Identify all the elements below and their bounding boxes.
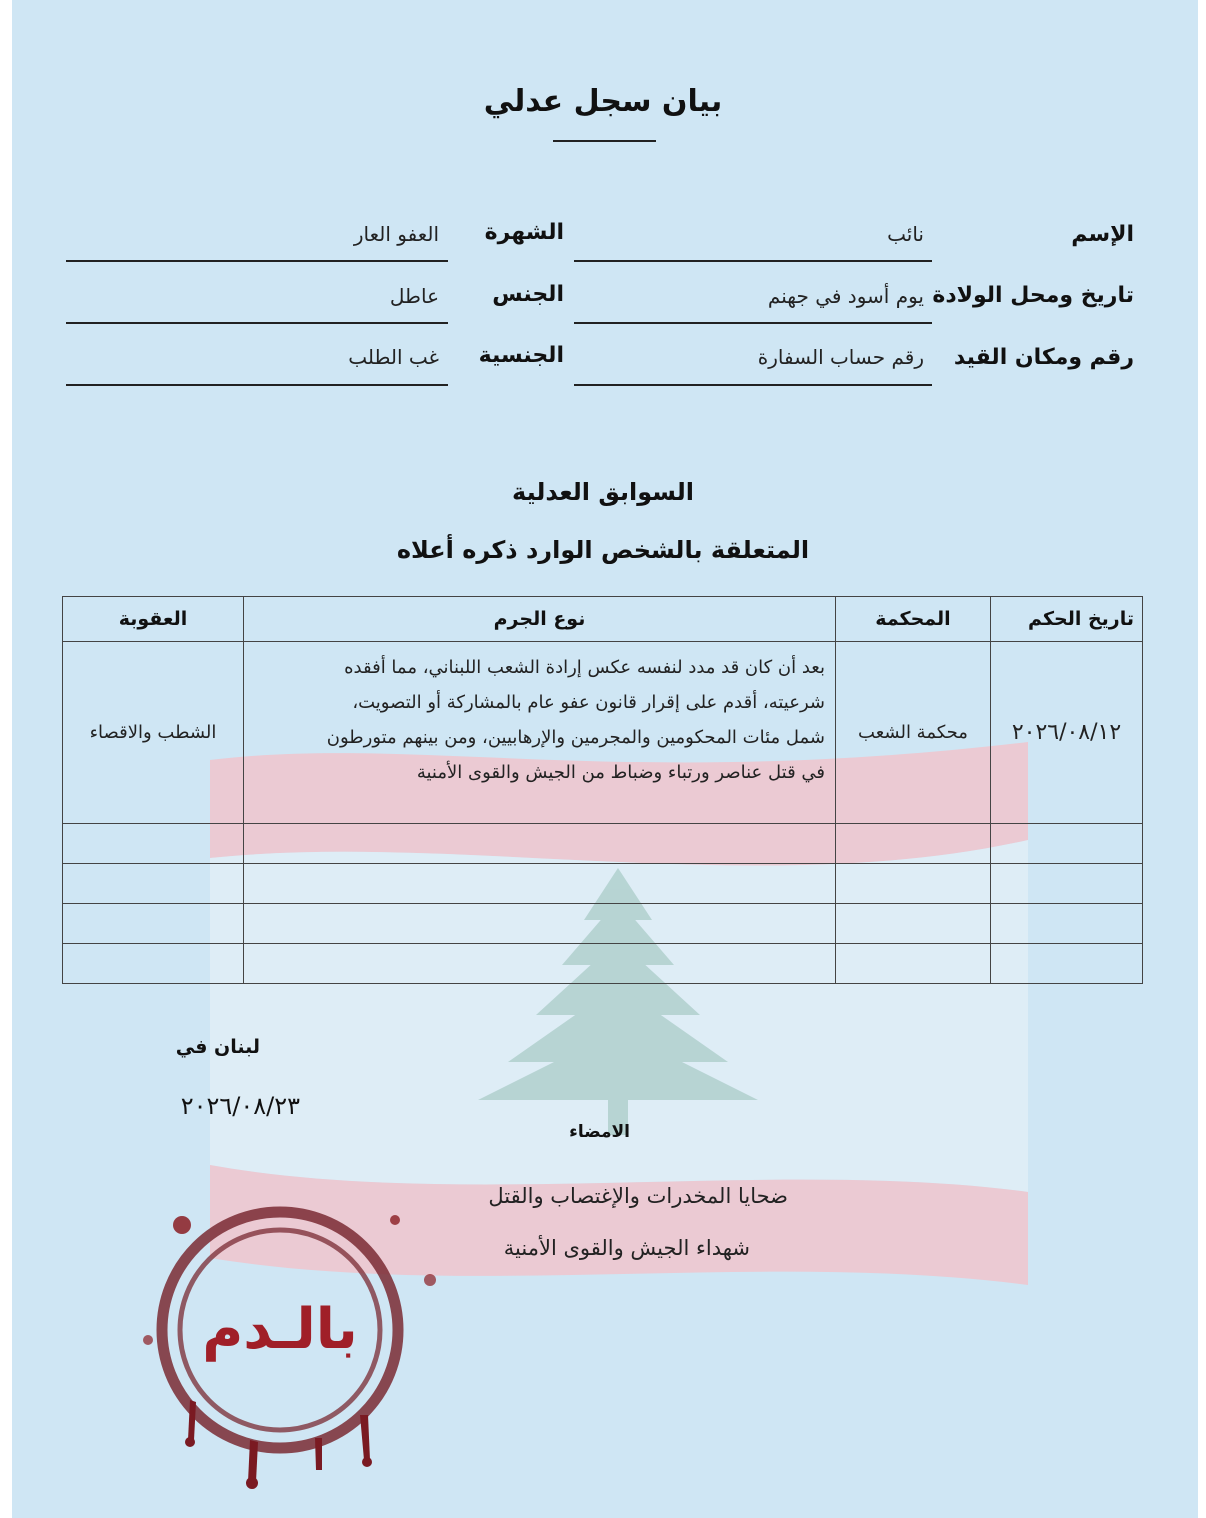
header-date: تاريخ الحكم bbox=[991, 597, 1143, 642]
crime-line: شمل مئات المحكومين والمجرمين والإرهابيين، ومن بينهم متورطون bbox=[326, 727, 825, 748]
gender-underline bbox=[66, 322, 448, 324]
signatory-line: ضحايا المخدرات والإغتصاب والقتل bbox=[488, 1184, 788, 1208]
stamp-text: بالـدم bbox=[202, 1297, 358, 1362]
nickname-label: الشهرة bbox=[484, 220, 564, 245]
table-row-empty bbox=[63, 864, 1143, 904]
table-header-row bbox=[63, 597, 1143, 642]
header-crime: نوع الجرم bbox=[244, 597, 836, 642]
row-court: محكمة الشعب bbox=[836, 642, 991, 824]
signature-label: الامضاء bbox=[569, 1122, 630, 1142]
name-label: الإسم bbox=[1071, 222, 1134, 247]
table-row-empty bbox=[63, 904, 1143, 944]
header-penalty: العقوبة bbox=[63, 597, 244, 642]
document-title: بيان سجل عدلي bbox=[483, 84, 723, 119]
crime-line: شرعيته، أقدم على إقرار قانون عفو عام بالمشاركة أو التصويت، bbox=[352, 692, 825, 713]
birth-value: يوم أسود في جهنم bbox=[767, 284, 924, 308]
table-row-empty bbox=[63, 944, 1143, 984]
title-underline bbox=[553, 140, 656, 142]
table-row bbox=[63, 642, 1143, 824]
birth-label: تاريخ ومحل الولادة bbox=[932, 283, 1134, 308]
header-court: المحكمة bbox=[836, 597, 991, 642]
birth-underline bbox=[574, 322, 932, 324]
signatory-line: شهداء الجيش والقوى الأمنية bbox=[503, 1236, 750, 1260]
section-subheading: المتعلقة بالشخص الوارد ذكره أعلاه bbox=[396, 536, 810, 564]
records-table bbox=[62, 596, 1143, 984]
name-value: نائب bbox=[887, 222, 924, 246]
crime-line: بعد أن كان قد مدد لنفسه عكس إرادة الشعب اللبناني، مما أفقده bbox=[344, 657, 825, 678]
gender-label: الجنس bbox=[492, 282, 564, 307]
crime-line: في قتل عناصر ورتباء وضباط من الجيش والقوى الأمنية bbox=[416, 762, 825, 783]
row-penalty: الشطب والاقصاء bbox=[63, 642, 244, 824]
nickname-value: العفو العار bbox=[353, 222, 439, 246]
issue-date: ٢٠٢٦/٠٨/٢٣ bbox=[180, 1092, 300, 1120]
section-heading: السوابق العدلية bbox=[512, 478, 694, 506]
nickname-underline bbox=[66, 260, 448, 262]
nationality-value: غب الطلب bbox=[348, 345, 439, 369]
row-date: ٢٠٢٦/٠٨/١٢ bbox=[991, 642, 1143, 824]
registry-value: رقم حساب السفارة bbox=[757, 345, 924, 369]
place-label: لبنان في bbox=[175, 1036, 260, 1058]
nationality-label: الجنسية bbox=[478, 343, 564, 368]
nationality-underline bbox=[66, 384, 448, 386]
gender-value: عاطل bbox=[389, 284, 439, 308]
blood-stamp bbox=[130, 1170, 480, 1490]
name-underline bbox=[574, 260, 932, 262]
registry-underline bbox=[574, 384, 932, 386]
table-row-empty bbox=[63, 824, 1143, 864]
registry-label: رقم ومكان القيد bbox=[953, 345, 1134, 370]
row-crime bbox=[244, 642, 836, 824]
